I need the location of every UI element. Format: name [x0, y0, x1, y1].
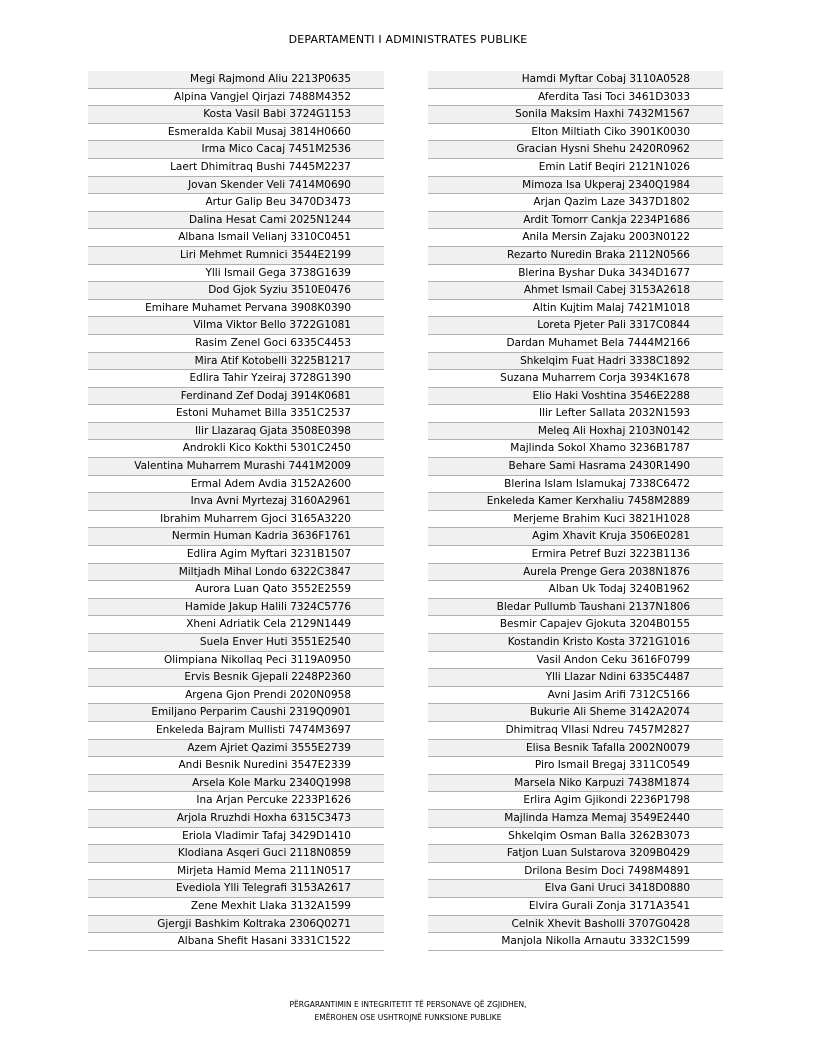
list-item: Meleq Ali Hoxhaj 2103N0142 — [428, 423, 723, 441]
list-item: Bukurie Ali Sheme 3142A2074 — [428, 704, 723, 722]
list-item: Altin Kujtim Malaj 7421M1018 — [428, 300, 723, 318]
list-item: Merjeme Brahim Kuci 3821H1028 — [428, 511, 723, 529]
list-item: Estoni Muhamet Billa 3351C2537 — [88, 405, 384, 423]
list-item: Avni Jasim Arifi 7312C5166 — [428, 687, 723, 705]
list-item: Emihare Muhamet Pervana 3908K0390 — [88, 300, 384, 318]
list-item: Inva Avni Myrtezaj 3160A2961 — [88, 493, 384, 511]
list-item: Mimoza Isa Ukperaj 2340Q1984 — [428, 177, 723, 195]
list-item: Dalina Hesat Cami 2025N1244 — [88, 212, 384, 230]
list-item: Klodiana Asqeri Guci 2118N0859 — [88, 845, 384, 863]
list-item: Erlira Agim Gjikondi 2236P1798 — [428, 792, 723, 810]
list-item: Arjan Qazim Laze 3437D1802 — [428, 194, 723, 212]
list-item: Aferdita Tasi Toci 3461D3033 — [428, 89, 723, 107]
list-item: Ina Arjan Percuke 2233P1626 — [88, 792, 384, 810]
list-item: Enkeleda Kamer Kerxhaliu 7458M2889 — [428, 493, 723, 511]
list-item: Alpina Vangjel Qirjazi 7488M4352 — [88, 89, 384, 107]
list-item: Bledar Pullumb Taushani 2137N1806 — [428, 599, 723, 617]
list-item: Alban Uk Todaj 3240B1962 — [428, 581, 723, 599]
list-item: Laert Dhimitraq Bushi 7445M2237 — [88, 159, 384, 177]
page-footer — [0, 998, 816, 1024]
list-item: Enkeleda Bajram Mullisti 7474M3697 — [88, 722, 384, 740]
list-item: Ermira Petref Buzi 3223B1136 — [428, 546, 723, 564]
list-item: Vilma Viktor Bello 3722G1081 — [88, 317, 384, 335]
list-item: Ibrahim Muharrem Gjoci 3165A3220 — [88, 511, 384, 529]
list-item: Sonila Maksim Haxhi 7432M1567 — [428, 106, 723, 124]
list-item: Arjola Rruzhdi Hoxha 6315C3473 — [88, 810, 384, 828]
list-item: Rasim Zenel Goci 6335C4453 — [88, 335, 384, 353]
list-item: Megi Rajmond Aliu 2213P0635 — [88, 71, 384, 89]
list-item: Elisa Besnik Tafalla 2002N0079 — [428, 740, 723, 758]
list-item: Suzana Muharrem Corja 3934K1678 — [428, 370, 723, 388]
list-item: Ardit Tomorr Cankja 2234P1686 — [428, 212, 723, 230]
list-item: Hamide Jakup Halili 7324C5776 — [88, 599, 384, 617]
list-item: Ermal Adem Avdia 3152A2600 — [88, 476, 384, 494]
list-item: Emin Latif Beqiri 2121N1026 — [428, 159, 723, 177]
list-item: Ilir Lefter Sallata 2032N1593 — [428, 405, 723, 423]
list-item: Blerina Byshar Duka 3434D1677 — [428, 265, 723, 283]
page-title: DEPARTAMENTI I ADMINISTRATES PUBLIKE — [288, 33, 528, 46]
list-item: Albana Ismail Velianj 3310C0451 — [88, 229, 384, 247]
list-item: Nermin Human Kadria 3636F1761 — [88, 528, 384, 546]
list-item: Dod Gjok Syziu 3510E0476 — [88, 282, 384, 300]
list-item: Rezarto Nuredin Braka 2112N0566 — [428, 247, 723, 265]
list-item: Ylli Ismail Gega 3738G1639 — [88, 265, 384, 283]
list-item: Mirjeta Hamid Mema 2111N0517 — [88, 863, 384, 881]
list-item: Irma Mico Cacaj 7451M2536 — [88, 141, 384, 159]
list-item: Dardan Muhamet Bela 7444M2166 — [428, 335, 723, 353]
list-item: Manjola Nikolla Arnautu 3332C1599 — [428, 933, 723, 951]
list-item: Shkelqim Fuat Hadri 3338C1892 — [428, 353, 723, 371]
list-item: Evediola Ylli Telegrafi 3153A2617 — [88, 880, 384, 898]
list-item: Majlinda Sokol Xhamo 3236B1787 — [428, 440, 723, 458]
list-item: Drilona Besim Doci 7498M4891 — [428, 863, 723, 881]
list-item: Blerina Islam Islamukaj 7338C6472 — [428, 476, 723, 494]
list-item: Elio Haki Voshtina 3546E2288 — [428, 388, 723, 406]
list-item: Esmeralda Kabil Musaj 3814H0660 — [88, 124, 384, 142]
list-item: Emiljano Perparim Caushi 2319Q0901 — [88, 704, 384, 722]
list-item: Besmir Capajev Gjokuta 3204B0155 — [428, 616, 723, 634]
list-item: Edlira Tahir Yzeiraj 3728G1390 — [88, 370, 384, 388]
list-item: Hamdi Myftar Cobaj 3110A0528 — [428, 71, 723, 89]
list-item: Valentina Muharrem Murashi 7441M2009 — [88, 458, 384, 476]
list-item: Mira Atif Kotobelli 3225B1217 — [88, 353, 384, 371]
footer-line-2: EMËROHEN OSE USHTROJNË FUNKSIONE PUBLIKE — [314, 1013, 502, 1022]
list-item: Liri Mehmet Rumnici 3544E2199 — [88, 247, 384, 265]
list-item: Elva Gani Uruci 3418D0880 — [428, 880, 723, 898]
list-item: Xheni Adriatik Cela 2129N1449 — [88, 616, 384, 634]
list-item: Agim Xhavit Kruja 3506E0281 — [428, 528, 723, 546]
list-item: Dhimitraq Vllasi Ndreu 7457M2827 — [428, 722, 723, 740]
list-item: Artur Galip Beu 3470D3473 — [88, 194, 384, 212]
list-item: Fatjon Luan Sulstarova 3209B0429 — [428, 845, 723, 863]
list-item: Androkli Kico Kokthi 5301C2450 — [88, 440, 384, 458]
list-item: Ferdinand Zef Dodaj 3914K0681 — [88, 388, 384, 406]
footer-line-1: PËRGARANTIMIN E INTEGRITETIT TË PERSONAVE QË ZGJIDHEN, — [289, 1000, 527, 1009]
list-item: Ahmet Ismail Cabej 3153A2618 — [428, 282, 723, 300]
list-item: Piro Ismail Bregaj 3311C0549 — [428, 757, 723, 775]
list-item: Loreta Pjeter Pali 3317C0844 — [428, 317, 723, 335]
list-item: Miltjadh Mihal Londo 6322C3847 — [88, 564, 384, 582]
list-item: Majlinda Hamza Memaj 3549E2440 — [428, 810, 723, 828]
list-item: Marsela Niko Karpuzi 7438M1874 — [428, 775, 723, 793]
list-item: Ilir Llazaraq Gjata 3508E0398 — [88, 423, 384, 441]
list-item: Ervis Besnik Gjepali 2248P2360 — [88, 669, 384, 687]
list-item: Celnik Xhevit Basholli 3707G0428 — [428, 916, 723, 934]
list-item: Behare Sami Hasrama 2430R1490 — [428, 458, 723, 476]
right-name-list — [428, 71, 723, 951]
list-item: Suela Enver Huti 3551E2540 — [88, 634, 384, 652]
list-item: Edlira Agim Myftari 3231B1507 — [88, 546, 384, 564]
list-item: Jovan Skender Veli 7414M0690 — [88, 177, 384, 195]
list-item: Albana Shefit Hasani 3331C1522 — [88, 933, 384, 951]
list-item: Eriola Vladimir Tafaj 3429D1410 — [88, 828, 384, 846]
list-item: Aurela Prenge Gera 2038N1876 — [428, 564, 723, 582]
list-item: Elvira Gurali Zonja 3171A3541 — [428, 898, 723, 916]
left-name-list — [88, 71, 384, 951]
list-item: Gjergji Bashkim Koltraka 2306Q0271 — [88, 916, 384, 934]
list-item: Elton Miltiath Ciko 3901K0030 — [428, 124, 723, 142]
list-item: Kosta Vasil Babi 3724G1153 — [88, 106, 384, 124]
list-item: Kostandin Kristo Kosta 3721G1016 — [428, 634, 723, 652]
list-item: Azem Ajriet Qazimi 3555E2739 — [88, 740, 384, 758]
list-item: Zene Mexhit Llaka 3132A1599 — [88, 898, 384, 916]
list-item: Vasil Andon Ceku 3616F0799 — [428, 652, 723, 670]
list-item: Anila Mersin Zajaku 2003N0122 — [428, 229, 723, 247]
list-item: Olimpiana Nikollaq Peci 3119A0950 — [88, 652, 384, 670]
list-item: Argena Gjon Prendi 2020N0958 — [88, 687, 384, 705]
list-item: Arsela Kole Marku 2340Q1998 — [88, 775, 384, 793]
list-item: Shkelqim Osman Balla 3262B3073 — [428, 828, 723, 846]
list-item: Andi Besnik Nuredini 3547E2339 — [88, 757, 384, 775]
list-item: Aurora Luan Qato 3552E2559 — [88, 581, 384, 599]
list-item: Ylli Llazar Ndini 6335C4487 — [428, 669, 723, 687]
list-item: Gracian Hysni Shehu 2420R0962 — [428, 141, 723, 159]
